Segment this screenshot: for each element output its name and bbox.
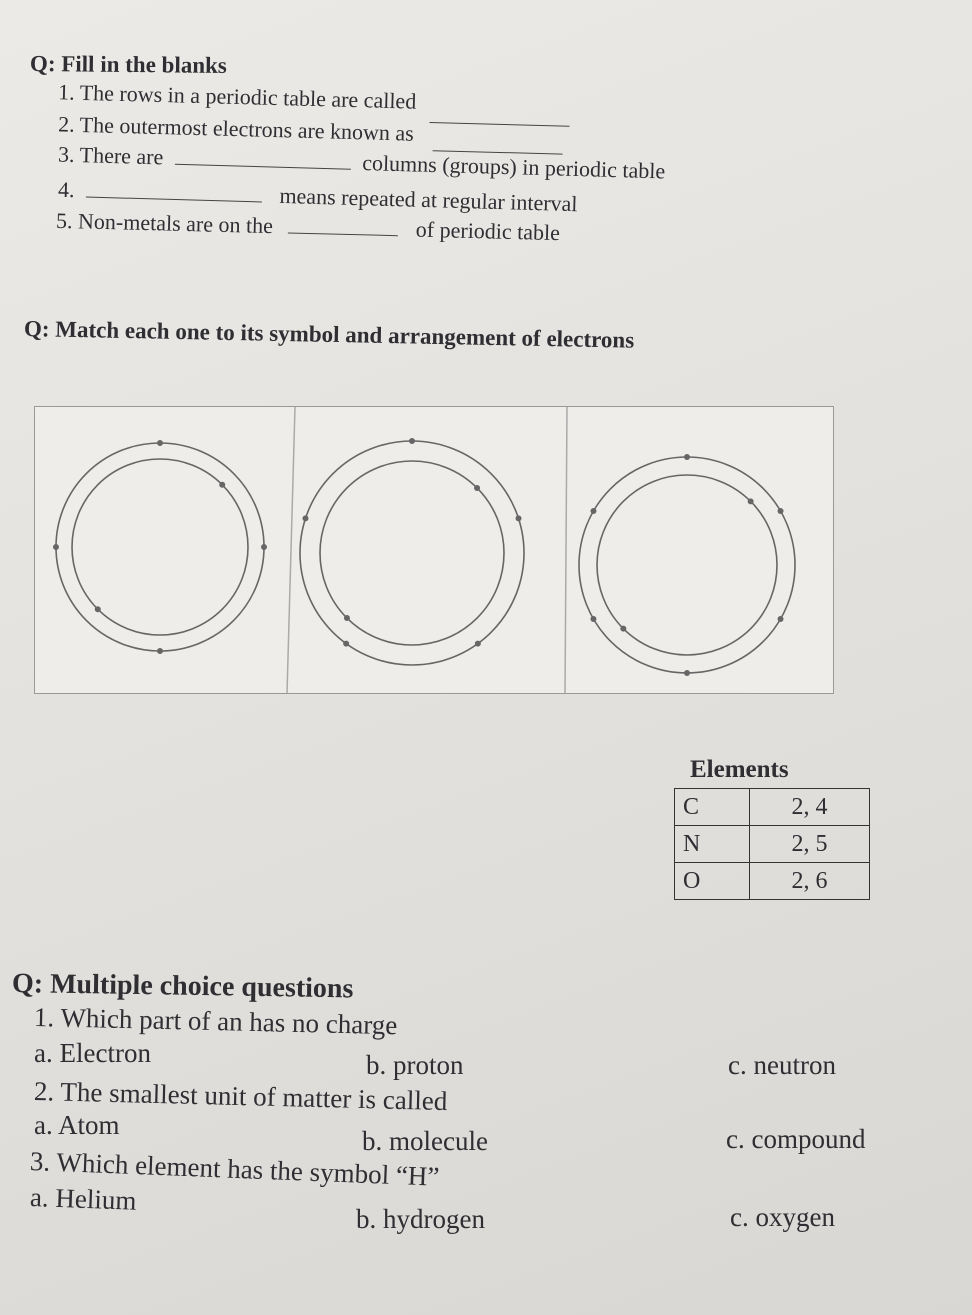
element-symbol: O bbox=[675, 863, 750, 900]
outer-electron bbox=[590, 616, 596, 622]
atom-diagram bbox=[300, 438, 524, 665]
mcq-option-a[interactable]: a. Atom bbox=[34, 1110, 120, 1140]
question-number: 3. bbox=[57, 141, 75, 167]
question-text-after: of periodic table bbox=[415, 216, 561, 246]
elements-title: Elements bbox=[690, 756, 789, 783]
outer-shell bbox=[579, 457, 795, 673]
inner-electron bbox=[748, 498, 754, 504]
answer-blank[interactable] bbox=[433, 132, 563, 154]
mcq-option-b[interactable]: b. hydrogen bbox=[356, 1204, 485, 1234]
outer-electron bbox=[778, 508, 784, 514]
outer-electron bbox=[778, 616, 784, 622]
electron-config: 2, 6 bbox=[750, 863, 870, 900]
table-row bbox=[675, 789, 870, 826]
answer-blank[interactable] bbox=[288, 215, 398, 237]
outer-electron bbox=[261, 544, 267, 550]
table-row bbox=[675, 863, 870, 900]
element-symbol: C bbox=[675, 789, 750, 826]
mcq-question-1: 1. Which part of an has no charge bbox=[33, 1002, 398, 1041]
inner-electron bbox=[474, 485, 480, 491]
outer-electron bbox=[302, 515, 308, 521]
atom-diagrams-svg bbox=[35, 407, 833, 693]
mcq-question-3: 3. Which element has the symbol “H” bbox=[29, 1146, 440, 1192]
element-symbol: N bbox=[675, 826, 750, 863]
mcq-option-b[interactable]: b. proton bbox=[366, 1050, 464, 1080]
inner-electron bbox=[95, 606, 101, 612]
mcq-option-a[interactable]: a. Electron bbox=[34, 1038, 151, 1068]
mcq-option-a[interactable]: a. Helium bbox=[29, 1182, 137, 1216]
question-number: 2. bbox=[57, 111, 75, 137]
outer-electron bbox=[157, 648, 163, 654]
question-number: 4. bbox=[57, 176, 75, 203]
outer-electron bbox=[409, 438, 415, 444]
outer-electron bbox=[53, 544, 59, 550]
mcq-question-2: 2. The smallest unit of matter is called bbox=[33, 1076, 448, 1117]
atom-diagrams bbox=[34, 406, 834, 694]
outer-shell bbox=[300, 441, 524, 665]
question-text-after: means repeated at regular interval bbox=[279, 182, 578, 217]
outer-electron bbox=[343, 641, 349, 647]
outer-electron bbox=[475, 641, 481, 647]
question-number: 1. bbox=[57, 79, 76, 105]
outer-shell bbox=[56, 443, 264, 651]
fill-blanks-heading: Q: Fill in the blanks bbox=[29, 50, 227, 79]
question-text: The outermost electrons are known as bbox=[79, 111, 415, 146]
outer-electron bbox=[516, 515, 522, 521]
answer-blank[interactable] bbox=[175, 146, 351, 170]
elements-table bbox=[674, 788, 870, 900]
outer-electron bbox=[157, 440, 163, 446]
inner-electron bbox=[620, 626, 626, 632]
inner-electron bbox=[219, 482, 225, 488]
mcq-option-c[interactable]: c. compound bbox=[726, 1124, 866, 1154]
mcq-option-b[interactable]: b. molecule bbox=[362, 1126, 488, 1156]
outer-electron bbox=[684, 670, 690, 676]
mcq-option-c[interactable]: c. neutron bbox=[728, 1050, 836, 1080]
question-text: There are bbox=[79, 142, 164, 170]
question-number: 5. bbox=[55, 207, 73, 234]
mcq-heading: Q: Multiple choice questions bbox=[11, 968, 354, 1005]
question-text: The rows in a periodic table are called bbox=[79, 79, 417, 114]
atom-diagram bbox=[579, 454, 795, 676]
electron-config: 2, 4 bbox=[750, 789, 870, 826]
mcq-option-c[interactable]: c. oxygen bbox=[730, 1202, 835, 1232]
outer-electron bbox=[684, 454, 690, 460]
question-text: Non-metals are on the bbox=[77, 208, 274, 239]
question-text-after: columns (groups) in periodic table bbox=[361, 150, 666, 184]
atom-diagram bbox=[53, 440, 267, 654]
answer-blank[interactable] bbox=[86, 179, 262, 203]
match-heading: Q: Match each one to its symbol and arrangement of electrons bbox=[23, 316, 635, 353]
inner-electron bbox=[344, 615, 350, 621]
outer-electron bbox=[590, 508, 596, 514]
table-row bbox=[675, 826, 870, 863]
electron-config: 2, 5 bbox=[750, 826, 870, 863]
